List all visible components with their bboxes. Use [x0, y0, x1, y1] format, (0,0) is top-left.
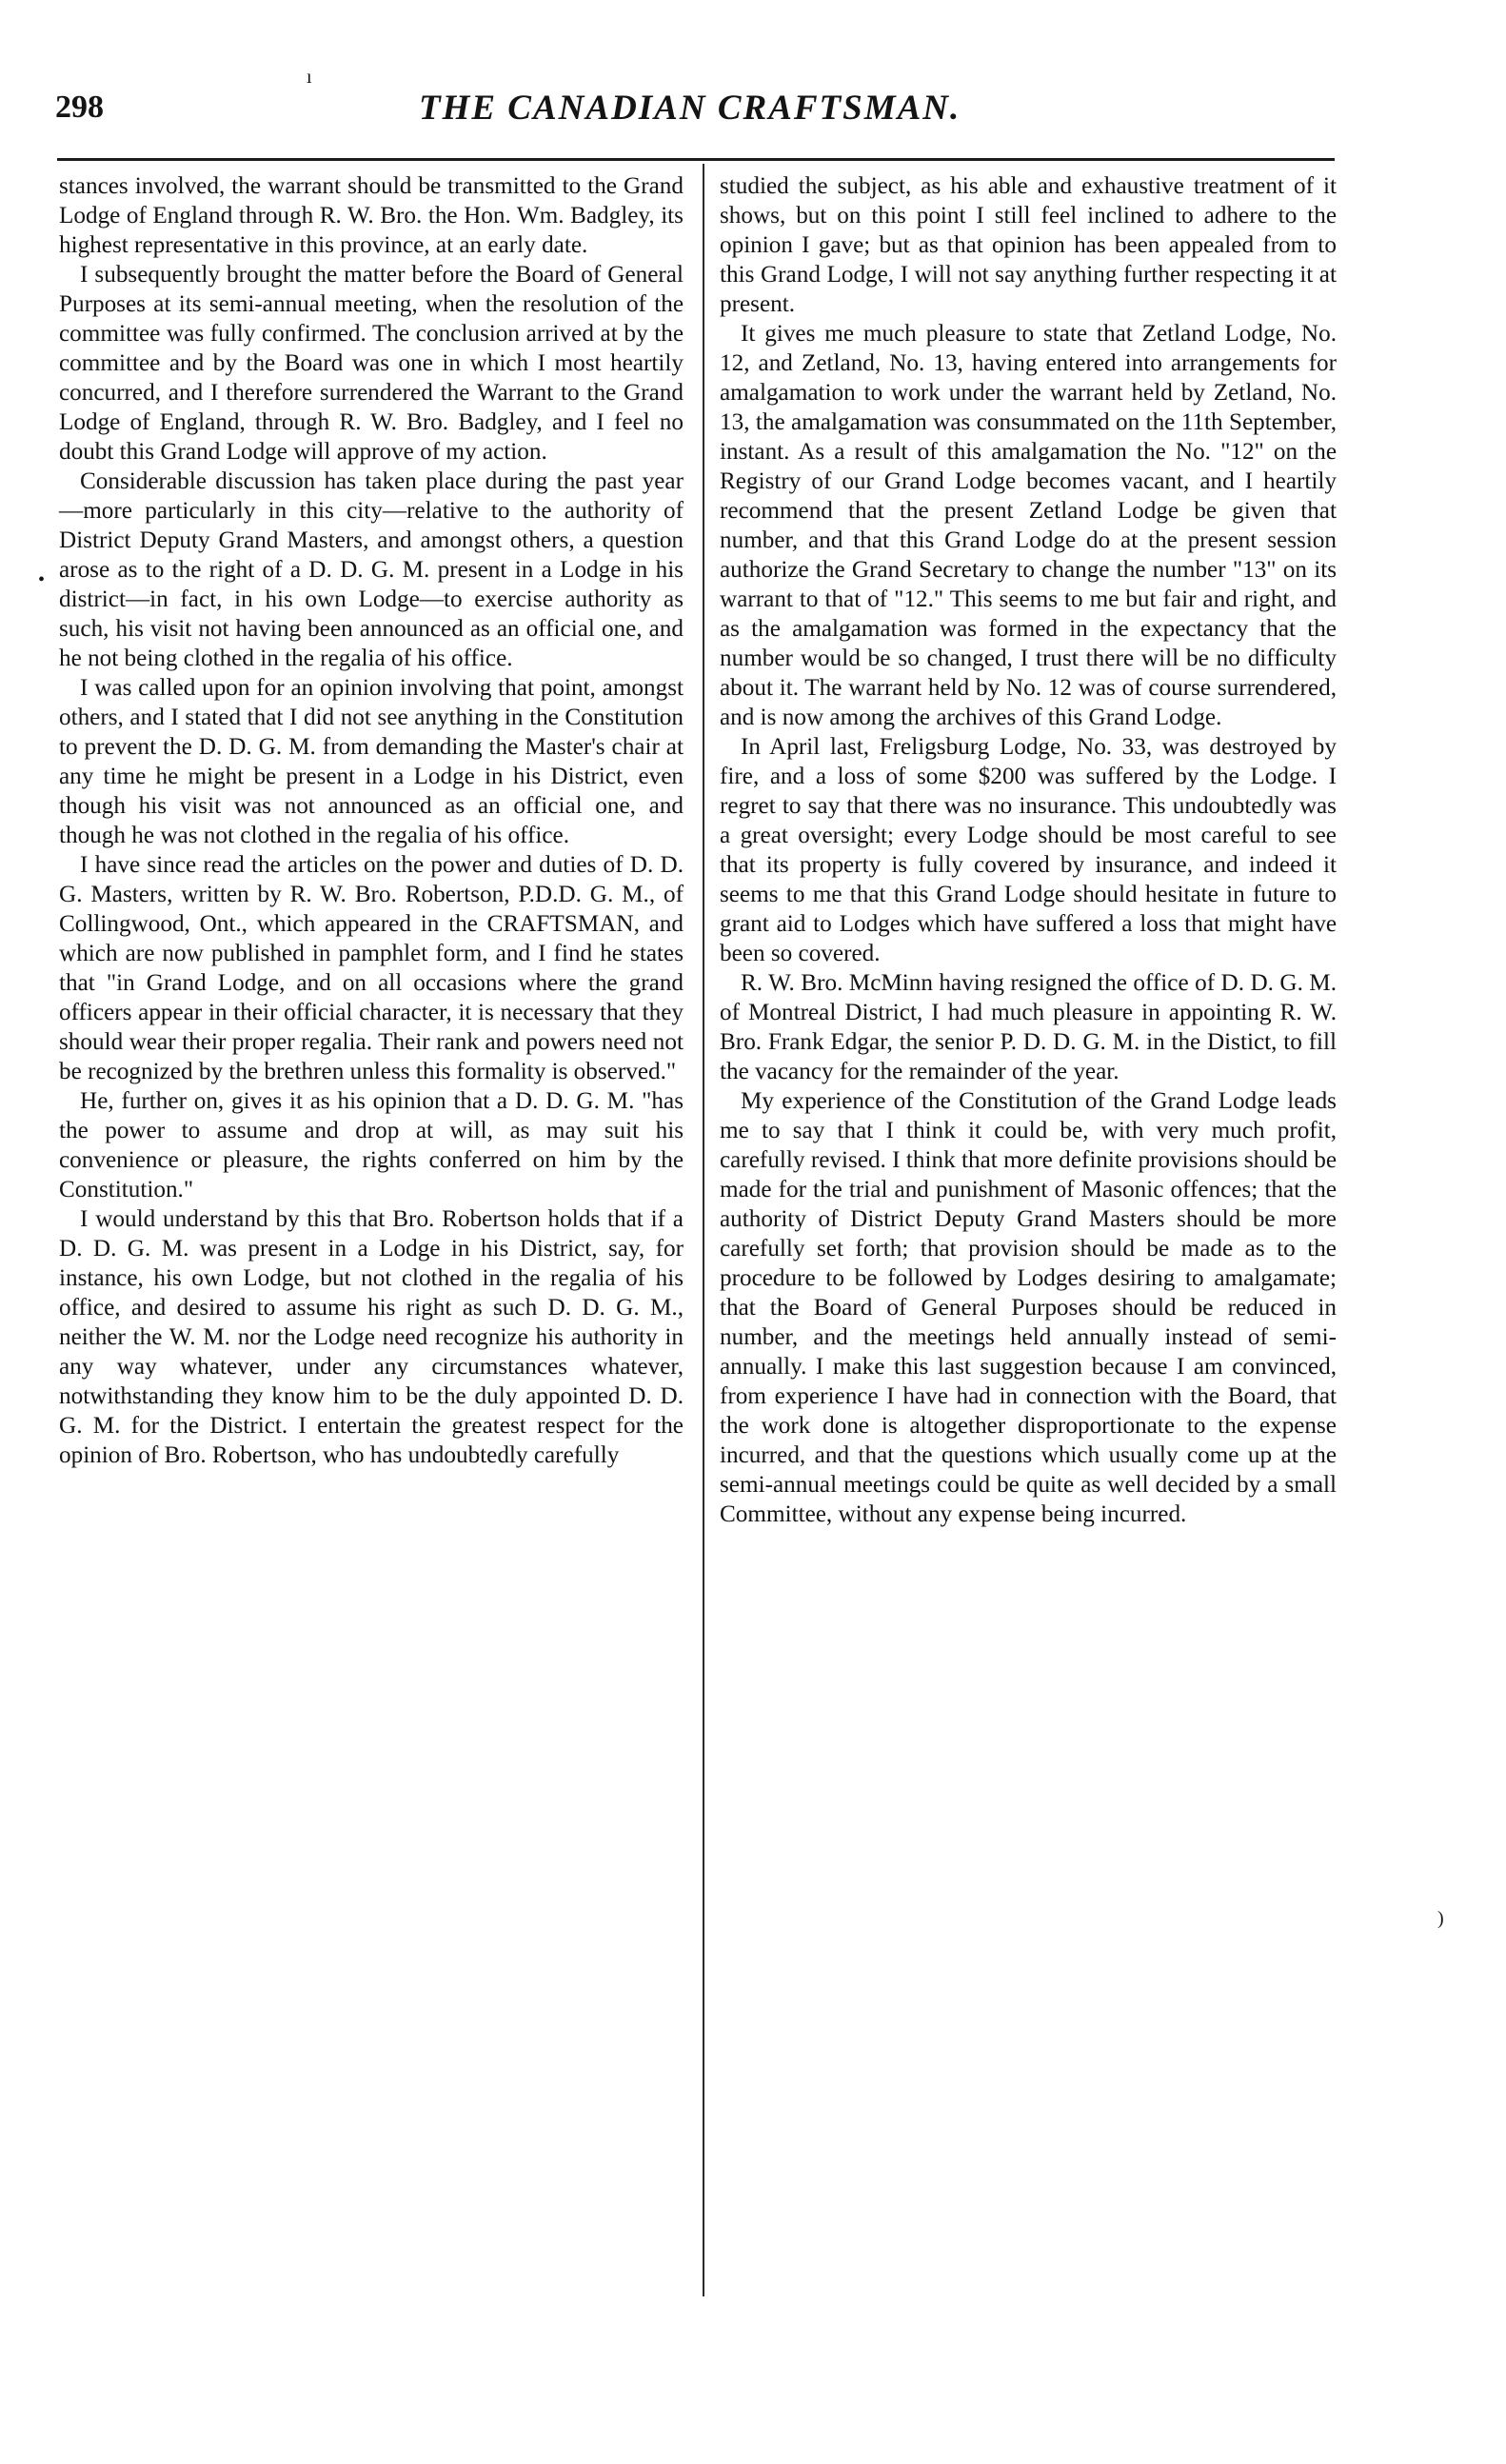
paragraph: It gives me much pleasure to state that Zetland Lodge, No. 12, and Zetland, No. 13, having entered into arrangements for amalgamation to work under the warrant held by Zetland, No. 13, the amalgamation was consummated on the 11th September, instant. As a result of this amalgamation the No. "12" on the Registry of our Grand Lodge becomes vacant, and I heartily recommend that the present Zetland Lodge be given that number, and that this Grand Lodge do at the present session authorize the Grand Secretary to change the number "13" on its warrant to that of "12." This seems to me but fair and right, and as the amalgamation was formed in the expectancy that the number would be so changed, I trust there will be no difficulty about it. The warrant held by No. 12 was of course surrendered, and is now among the archives of this Grand Lodge.: [720, 321, 1337, 730]
paragraph: He, further on, gives it as his opinion that a D. D. G. M. "has the power to assume and drop at will, as may suit his convenience or pleasure, the rights conferred on him by the Constitution.": [59, 1088, 684, 1202]
paragraph: I was called upon for an opinion involving that point, amongst others, and I stated that I did not see anything in the Constitution to prevent the D. D. G. M. from demanding the Master's chair at any time he might be present in a Lodge in his District, even though his visit was not announced as an official one, and though he was not clothed in the regalia of his office.: [59, 675, 684, 848]
running-head: THE CANADIAN CRAFTSMAN.: [419, 89, 961, 128]
paragraph: In April last, Freligsburg Lodge, No. 33, was destroyed by fire, and a loss of some $200 was suffered by the Lodge. I regret to say that there was no insurance. This undoubtedly was a great oversight; every Lodge should be most careful to see that its property is fully covered by insurance, and indeed it seems to me that this Grand Lodge should hesitate in future to grant aid to Lodges which have suffered a loss that might have been so covered.: [720, 734, 1337, 966]
paragraph: My experience of the Constitution of the Grand Lodge leads me to say that I think it could be, with very much profit, carefully revised. I think that more definite provisions should be made for the trial and punishment of Masonic offences; that the authority of District Deputy Grand Masters should be more carefully set forth; that provision should be made as to the procedure to be followed by Lodges desiring to amalgamate; that the Board of General Purposes should be reduced in number, and the meetings held annually instead of semi-annually. I make this last suggestion because I am convinced, from experience I have had in connection with the Board, that the work done is altogether disproportionate to the expense incurred, and that the questions which usually come up at the semi-annual meetings could be quite as well decided by a small Committee, without any expense being incurred.: [720, 1088, 1337, 1527]
left-column: [59, 171, 684, 1470]
paragraph: studied the subject, as his able and exhaustive treatment of it shows, but on this point I still feel inclined to adhere to the opinion I gave; but as that opinion has been appealed from to this Grand Lodge, I will not say anything further respecting it at present.: [720, 173, 1337, 317]
paragraph: I would understand by this that Bro. Robertson holds that if a D. D. G. M. was present in a Lodge in his District, say, for instance, his own Lodge, but not clothed in the regalia of his office, and desired to assume his right as such D. D. G. M., neither the W. M. nor the Lodge need recognize his authority in any way whatever, under any circumstances whatever, notwithstanding they know him to be the duly appointed D. D. G. M. for the District. I entertain the greatest respect for the opinion of Bro. Robertson, who has undoubtedly carefully: [59, 1206, 684, 1468]
paragraph: Considerable discussion has taken place during the past year—more particularly in this city—relative to the authority of District Deputy Grand Masters, and amongst others, a question arose as to the right of a D. D. G. M. present in a Lodge in his district—in fact, in his own Lodge—to exercise authority as such, his visit not having been announced as an official one, and he not being clothed in the regalia of his office.: [59, 468, 684, 671]
margin-mark: ı: [307, 67, 312, 88]
paragraph: I subsequently brought the matter before the Board of General Purposes at its semi-annual meeting, when the resolution of the committee was fully confirmed. The conclusion arrived at by the committee and by the Board was one in which I most heartily concurred, and I therefore surrendered the Warrant to the Grand Lodge of England, through R. W. Bro. Badgley, and I feel no doubt this Grand Lodge will approve of my action.: [59, 262, 684, 465]
right-column: [720, 171, 1337, 1529]
column-divider: [703, 164, 704, 2296]
margin-mark: ): [1437, 1908, 1444, 1929]
page-number: 298: [55, 89, 104, 125]
paragraph: stances involved, the warrant should be transmitted to the Grand Lodge of England through R. W. Bro. the Hon. Wm. Badgley, its highest representative in this province, at an early date.: [59, 173, 684, 258]
paragraph: R. W. Bro. McMinn having resigned the office of D. D. G. M. of Montreal District, I had much pleasure in appointing R. W. Bro. Frank Edgar, the senior P. D. D. G. M. in the Distict, to fill the vacancy for the remainder of the year.: [720, 970, 1337, 1084]
margin-mark: •: [38, 569, 46, 590]
header-rule: [57, 158, 1335, 161]
paragraph: I have since read the articles on the power and duties of D. D. G. Masters, written by R. W. Bro. Robertson, P.D.D. G. M., of Collingwood, Ont., which appeared in the CRAFTSMAN, and which are now published in pamphlet form, and I find he states that "in Grand Lodge, and on all occasions where the grand officers appear in their official character, it is necessary that they should wear their proper regalia. Their rank and powers need not be recognized by the brethren unless this formality is observed.": [59, 852, 684, 1084]
